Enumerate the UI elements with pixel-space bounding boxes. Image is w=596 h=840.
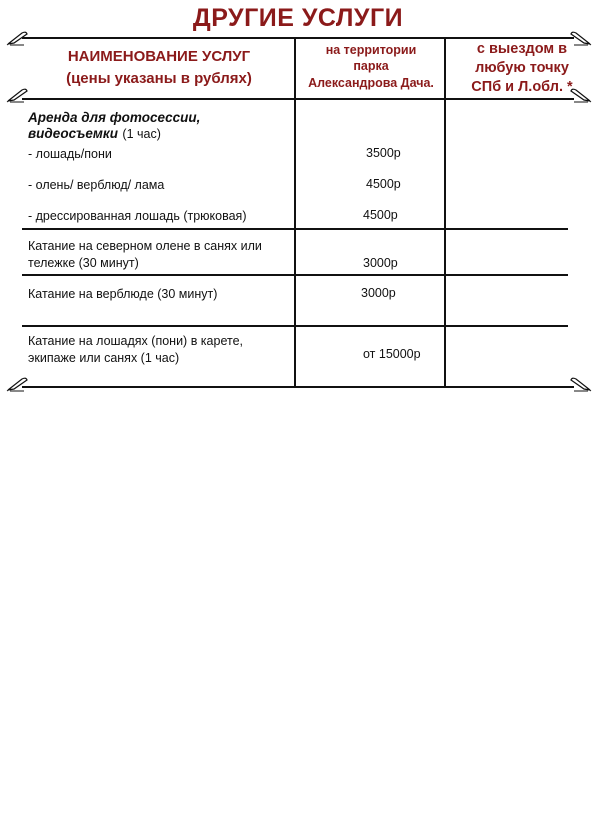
- price-value: 3000р: [363, 256, 398, 270]
- quill-pen-icon: [6, 376, 28, 392]
- section-camel-ride: Катание на верблюде (30 минут): [28, 287, 218, 301]
- quill-pen-icon: [6, 87, 28, 103]
- list-item: - лошадь/пони: [28, 147, 112, 161]
- table-top-border: [22, 37, 574, 39]
- section-reindeer-ride: Катание на северном олене в санях или тележке (30 минут): [28, 239, 262, 270]
- section-photo-rent-title: Аренда для фотосессии, видеосъемки (1 час): [28, 110, 201, 141]
- column-divider: [444, 37, 446, 388]
- section-horse-carriage-ride: Катание на лошадях (пони) в карете, экипаже или санях (1 час): [28, 334, 243, 365]
- header-park-price: на территории парка Александрова Дача.: [308, 43, 434, 90]
- header-bottom-border: [22, 98, 574, 100]
- table-bottom-border: [22, 386, 574, 388]
- list-item: - дрессированная лошадь (трюковая): [28, 209, 247, 223]
- column-divider: [294, 37, 296, 388]
- list-item: - олень/ верблюд/ лама: [28, 178, 165, 192]
- page-title: ДРУГИЕ УСЛУГИ: [192, 4, 404, 32]
- quill-pen-icon: [570, 376, 592, 392]
- price-value: от 15000р: [363, 347, 421, 361]
- header-service-name: НАИМЕНОВАНИЕ УСЛУГ (цены указаны в рублях): [66, 48, 252, 87]
- price-value: 4500р: [363, 208, 398, 222]
- header-outside-price: с выездом в любую точку СПб и Л.обл. *: [471, 41, 573, 95]
- price-value: 4500р: [366, 177, 401, 191]
- price-value: 3000р: [361, 286, 396, 300]
- price-value: 3500р: [366, 146, 401, 160]
